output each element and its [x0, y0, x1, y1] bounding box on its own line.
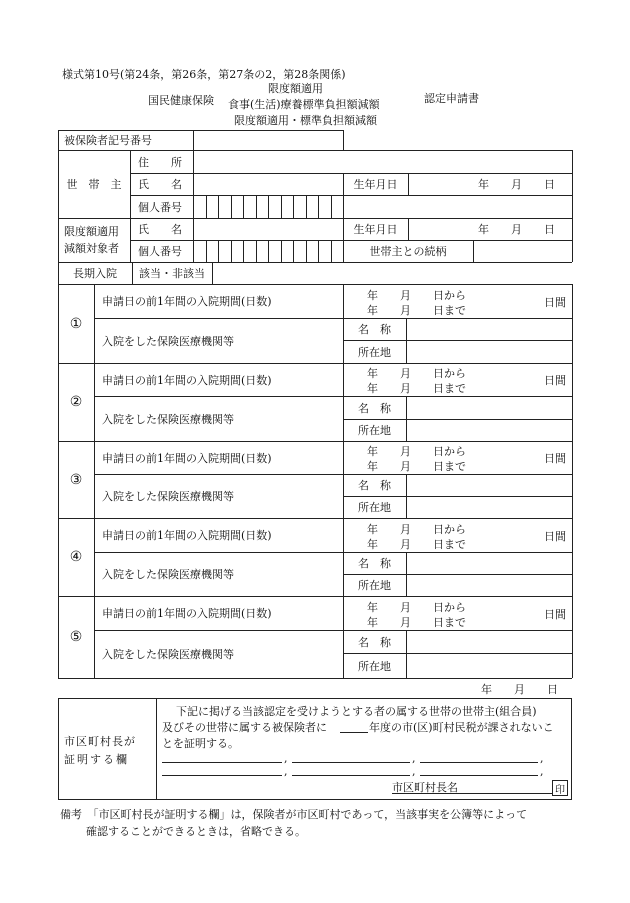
section-marker: ②: [69, 394, 83, 410]
comma-5: ,: [412, 765, 416, 778]
certification-label-2: 証明する欄: [64, 753, 129, 766]
period-to: 年 月 日まで: [367, 382, 466, 395]
section-marker: ③: [69, 471, 83, 488]
target-name-label: 氏 名: [138, 223, 182, 236]
period-from: 年 月 日から: [367, 367, 466, 380]
period-label: 申請日の前1年間の入院期間(日数): [102, 295, 272, 308]
period-from: 年 月 日から: [367, 289, 466, 302]
application-date: 年 月 日: [481, 683, 558, 696]
title-suffix: 認定申請書: [424, 92, 479, 105]
certification-text-2a: 及びその世帯に属する被保険者に: [162, 721, 327, 734]
certification-text-3: とを証明する。: [162, 737, 239, 750]
target-person-label-2: 減額対象者: [64, 242, 119, 255]
institution-location-label: 所在地: [358, 345, 391, 359]
period-days: 日間: [544, 374, 566, 387]
title-line-2: 食事(生活)療養標準負担額減額: [228, 98, 380, 111]
period-to: 年 月 日まで: [367, 304, 466, 317]
comma-3: ,: [540, 752, 544, 765]
target-birth-date-ymd: 年 月 日: [478, 223, 555, 236]
title-line-1: 限度額適用: [268, 82, 323, 95]
institution-label: 入院をした保険医療機関等: [102, 334, 234, 348]
comma-2: ,: [412, 752, 416, 765]
institution-label: 入院をした保険医療機関等: [102, 648, 234, 661]
period-from: 年 月 日から: [367, 445, 466, 458]
institution-location-label: 所在地: [358, 579, 391, 592]
household-head-label: 世 帯 主: [66, 178, 122, 191]
comma-6: ,: [540, 765, 544, 778]
period-to: 年 月 日まで: [367, 616, 466, 629]
period-from: 年 月 日から: [367, 523, 466, 536]
comma-1: ,: [284, 752, 288, 765]
section-marker: ⑤: [69, 629, 83, 645]
institution-label: 入院をした保険医療機関等: [102, 490, 234, 503]
member-blank-1: [162, 762, 282, 763]
birth-date-label: 生年月日: [353, 178, 398, 191]
target-personal-number-label: 個人番号: [138, 245, 182, 258]
section-marker: ①: [69, 315, 83, 332]
birth-date-ymd: 年 月 日: [478, 178, 555, 191]
institution-name-label: 名 称: [358, 557, 391, 570]
period-days: 日間: [544, 452, 566, 465]
period-label: 申請日の前1年間の入院期間(日数): [102, 607, 272, 620]
member-blank-2: [292, 762, 410, 763]
member-blank-3: [420, 762, 538, 763]
remarks-line-1: 備考 「市区町村長が証明する欄」は，保険者が市区町村であって，当該事実を公簿等によって: [60, 808, 528, 821]
certification-text-1: 下記に掲げる当該認定を受けようとする者の属する世帯の世帯主(組合員): [176, 705, 537, 718]
institution-name-label: 名 称: [358, 479, 391, 492]
period-label: 申請日の前1年間の入院期間(日数): [102, 373, 272, 387]
period-label: 申請日の前1年間の入院期間(日数): [102, 451, 272, 465]
seal-mark: 印: [552, 780, 568, 796]
period-to: 年 月 日まで: [367, 460, 466, 473]
institution-name-label: 名 称: [358, 323, 391, 336]
member-blank-4: [162, 775, 282, 776]
member-blank-5: [292, 775, 410, 776]
long-term-label: 長期入院: [73, 267, 117, 280]
target-birth-date-label: 生年月日: [353, 223, 398, 236]
member-blank-6: [420, 775, 538, 776]
institution-name-label: 名 称: [358, 635, 391, 649]
period-days: 日間: [544, 608, 566, 621]
address-label: 住 所: [138, 155, 182, 169]
section-marker: ④: [69, 549, 83, 565]
period-label: 申請日の前1年間の入院期間(日数): [102, 529, 272, 542]
certification-text-2b: 年度の市(区)町村民税が課されないこ: [369, 721, 554, 734]
applicable-label: 該当・非該当: [139, 267, 205, 280]
title-line-3: 限度額適用・標準負担額減額: [234, 114, 377, 127]
certification-label-1: 市区町村長が: [64, 735, 136, 748]
mayor-name-line: [392, 793, 552, 794]
institution-name-label: 名 称: [358, 401, 391, 415]
form-number: 様式第10号(第24条，第26条，第27条の2，第28条関係): [62, 68, 346, 81]
institution-label: 入院をした保険医療機関等: [102, 412, 234, 426]
period-days: 日間: [544, 296, 566, 309]
target-person-label-1: 限度額適用: [64, 225, 119, 238]
comma-4: ,: [284, 765, 288, 778]
personal-number-label: 個人番号: [138, 200, 182, 214]
remarks-line-2: 確認することができるときは，省略できる。: [86, 825, 306, 838]
institution-label: 入院をした保険医療機関等: [102, 568, 234, 581]
period-to: 年 月 日まで: [367, 538, 466, 551]
relation-label: 世帯主との続柄: [369, 245, 447, 258]
name-label: 氏 名: [138, 178, 182, 191]
mayor-name-label: 市区町村長名: [392, 781, 458, 794]
institution-location-label: 所在地: [358, 424, 391, 437]
period-from: 年 月 日から: [367, 601, 466, 614]
insurance-name: 国民健康保険: [148, 94, 214, 107]
period-days: 日間: [544, 530, 566, 543]
fiscal-year-blank: [340, 732, 368, 733]
insured-symbol-number-label: 被保険者記号番号: [64, 134, 152, 147]
institution-location-label: 所在地: [358, 501, 391, 514]
institution-location-label: 所在地: [358, 659, 391, 673]
